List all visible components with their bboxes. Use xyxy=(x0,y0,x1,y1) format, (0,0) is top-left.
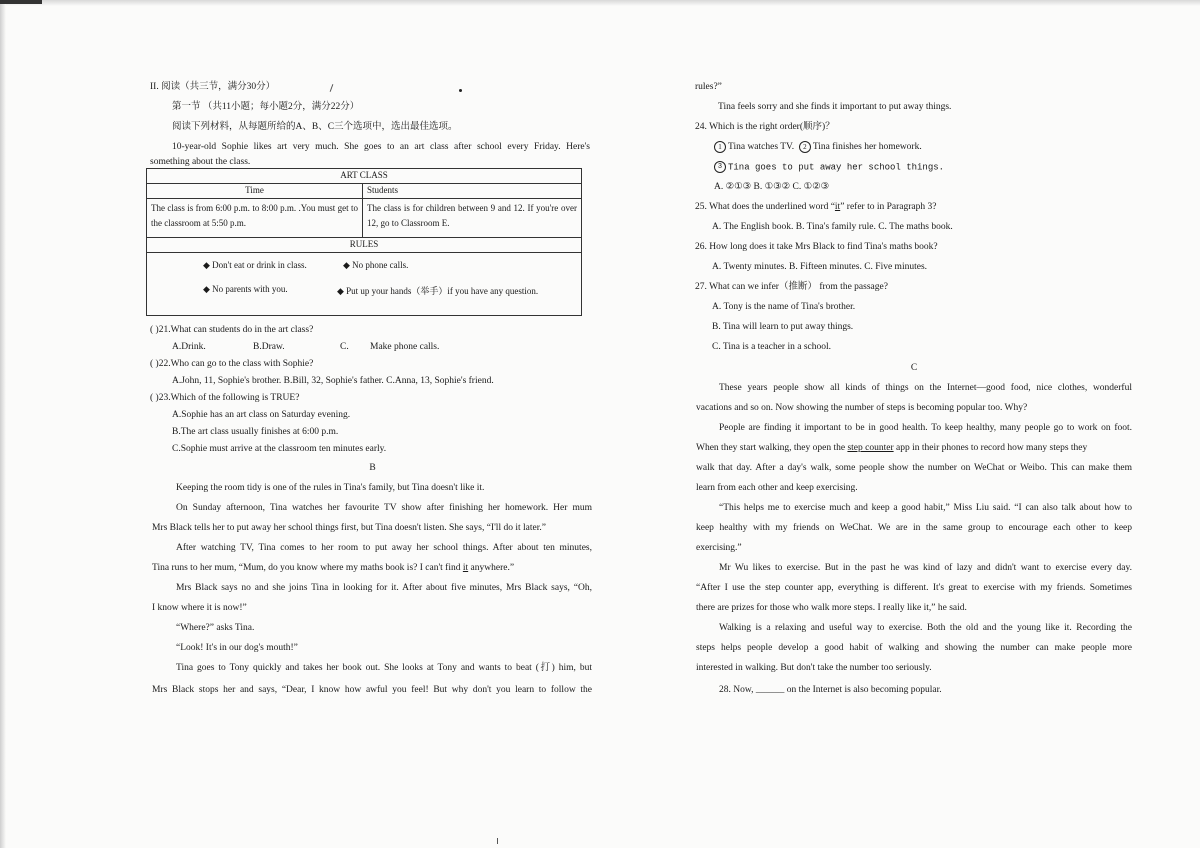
option: B.Draw. xyxy=(253,342,285,352)
option: A.Sophie has an art class on Saturday evening. xyxy=(172,410,351,420)
question-26: 26. How long does it take Mrs Black to find Tina's maths book? xyxy=(695,242,938,252)
passage-c-line: keep healthy with my friends on WeChat. We are in the same group to encourage each other to keep xyxy=(696,523,1132,533)
question-23: ( )23.Which of the following is TRUE? xyxy=(150,393,300,403)
passage-c-line: there are prizes for those who walk more steps. I really like it,” he said. xyxy=(696,603,967,613)
option: A. ②①③ B. ①③② C. ①②③ xyxy=(714,182,830,192)
passage-b-line: Mrs Black says no and she joins Tina in looking for it. After about five minutes, Mrs Black says, “Oh, xyxy=(176,583,592,593)
art-class-table xyxy=(146,168,582,316)
pen-mark xyxy=(330,84,334,92)
option: 1 Tina watches TV. 2 Tina finishes her homework. xyxy=(714,141,922,153)
part-title: 第一节 （共11小题；每小题2分，满分22分） xyxy=(172,102,360,112)
passage-c-line: walk that day. After a day's walk, some people show the number on WeChat or Weibo. This can make them xyxy=(696,463,1132,473)
passage-c-line: learn from each other and keep exercising. xyxy=(696,483,858,493)
circle-number: 3 xyxy=(714,161,726,173)
option: C.Sophie must arrive at the classroom ten minutes early. xyxy=(172,444,387,454)
question-25: 25. What does the underlined word “it” refer to in Paragraph 3? xyxy=(695,202,937,212)
scan-corner-mark xyxy=(0,0,42,4)
question-22: ( )22.Who can go to the class with Sophie? xyxy=(150,359,314,369)
passage-b-line: Tina runs to her mum, “Mum, do you know where my maths book is? I can't find it anywhere.” xyxy=(152,563,515,573)
passage-c-line: Walking is a relaxing and useful way to exercise. Both the old and the young like it. Recording the xyxy=(719,623,1132,633)
passage-b-line: Mrs Black stops her and says, “Dear, I know how awful you feel! But why don't you learn to follow the xyxy=(152,685,592,695)
passage-b-title: B xyxy=(369,463,376,473)
rule-item: ◆ No parents with you. xyxy=(203,284,288,294)
passage-a-line: something about the class. xyxy=(150,157,251,167)
rule-item: ◆ Put up your hands（举手）if you have any question. xyxy=(337,286,539,296)
option: A. Twenty minutes. B. Fifteen minutes. C. Five minutes. xyxy=(712,262,928,272)
underlined-step-counter: step counter xyxy=(847,443,894,453)
passage-c-line: “This helps me to exercise much and keep a good habit,” Miss Liu said. “I can also talk about how to xyxy=(719,503,1132,513)
option: C. xyxy=(340,342,349,352)
passage-c-line: “After I use the step counter app, everything is different. It's great to exercise with my friends. Sometimes xyxy=(696,583,1132,593)
ink-dot xyxy=(459,89,462,92)
option: A. The English book. B. Tina's family rule. C. The maths book. xyxy=(712,222,953,232)
option: B.The art class usually finishes at 6:00 p.m. xyxy=(172,427,339,437)
option: A.Drink. xyxy=(172,342,206,352)
table-title: ART CLASS xyxy=(147,169,582,184)
pen-mark xyxy=(497,838,498,844)
table-col-time: Time xyxy=(147,184,363,199)
section-title: II. 阅读（共三节，满分30分） xyxy=(150,82,276,92)
passage-a-line: 10-year-old Sophie likes art very much. She goes to an art class after school every Friday. Here's xyxy=(172,142,590,152)
question-21: ( )21.What can students do in the art class? xyxy=(150,325,314,335)
passage-b-line: I know where it is now!” xyxy=(152,603,247,613)
option: C. Tina is a teacher in a school. xyxy=(712,342,831,352)
option: Make phone calls. xyxy=(370,342,440,352)
table-students-cell: The class is for children between 9 and 12. If you're over 12, go to Classroom E. xyxy=(363,199,582,238)
passage-c-line: These years people show all kinds of things on the Internet—good food, nice clothes, wonderful xyxy=(719,383,1132,393)
rules-title: RULES xyxy=(147,238,582,253)
question-28: 28. Now, ______ on the Internet is also becoming popular. xyxy=(719,685,942,695)
passage-b-line: “Where?” asks Tina. xyxy=(176,623,255,633)
table-col-students: Students xyxy=(363,184,582,199)
passage-c-line: exercising.” xyxy=(696,543,742,553)
page-left-edge xyxy=(0,0,6,848)
rules-list xyxy=(147,253,582,316)
circle-number: 2 xyxy=(799,141,811,153)
passage-b-line: On Sunday afternoon, Tina watches her favourite TV show after finishing her homework. Her mum xyxy=(176,503,592,513)
page-top-edge xyxy=(0,0,1200,6)
circle-number: 1 xyxy=(714,141,726,153)
rule-item: ◆ No phone calls. xyxy=(343,260,409,270)
option: A.John, 11, Sophie's brother. B.Bill, 32, Sophie's father. C.Anna, 13, Sophie's friend. xyxy=(172,376,494,386)
question-24: 24. Which is the right order(顺序)？ xyxy=(695,122,835,132)
passage-b-line: Tina goes to Tony quickly and takes her book out. She looks at Tony and wants to beat (打) him, but xyxy=(176,663,592,673)
passage-c-line: People are finding it important to be in good health. To keep healthy, many people go to work on foot. xyxy=(719,423,1132,433)
passage-c-line: vacations and so on. Now showing the number of steps is becoming popular too. Why? xyxy=(696,403,1028,413)
passage-b-cont: rules?” xyxy=(695,82,722,92)
passage-b-line: After watching TV, Tina comes to her room to put away her school things. After about ten minutes, xyxy=(176,543,592,553)
underlined-it: it xyxy=(462,563,469,573)
passage-b-line: Mrs Black tells her to put away her school things first, but Tina doesn't listen. She says, “I'll do it later.” xyxy=(152,523,546,533)
question-27: 27. What can we infer（推断） from the passage? xyxy=(695,282,888,292)
passage-b-cont: Tina feels sorry and she finds it important to put away things. xyxy=(718,102,952,112)
passage-b-line: “Look! It's in our dog's mouth!” xyxy=(176,643,298,653)
passage-c-line: When they start walking, they open the step counter app in their phones to record how many steps they xyxy=(696,443,1088,453)
passage-c-line: steps helps people develop a good habit of walking and showing the number can make people more xyxy=(696,643,1132,653)
passage-c-line: Mr Wu likes to exercise. But in the past he was kind of lazy and didn't want to exercise every day. xyxy=(719,563,1132,573)
passage-c-title: C xyxy=(910,363,918,373)
passage-b-line: Keeping the room tidy is one of the rules in Tina's family, but Tina doesn't like it. xyxy=(176,483,485,493)
table-time-cell: The class is from 6:00 p.m. to 8:00 p.m. .You must get to the classroom at 5:50 p.m. xyxy=(147,199,363,238)
option: B. Tina will learn to put away things. xyxy=(712,322,854,332)
option: 3 Tina goes to put away her school things. xyxy=(714,161,944,173)
rule-item: ◆ Don't eat or drink in class. xyxy=(203,260,307,270)
instruction: 阅读下列材料，从每题所给的A、B、C三个选项中，选出最佳选项。 xyxy=(172,122,458,132)
option: A. Tony is the name of Tina's brother. xyxy=(712,302,856,312)
passage-c-line: interested in walking. But don't take the number too seriously. xyxy=(696,663,932,673)
